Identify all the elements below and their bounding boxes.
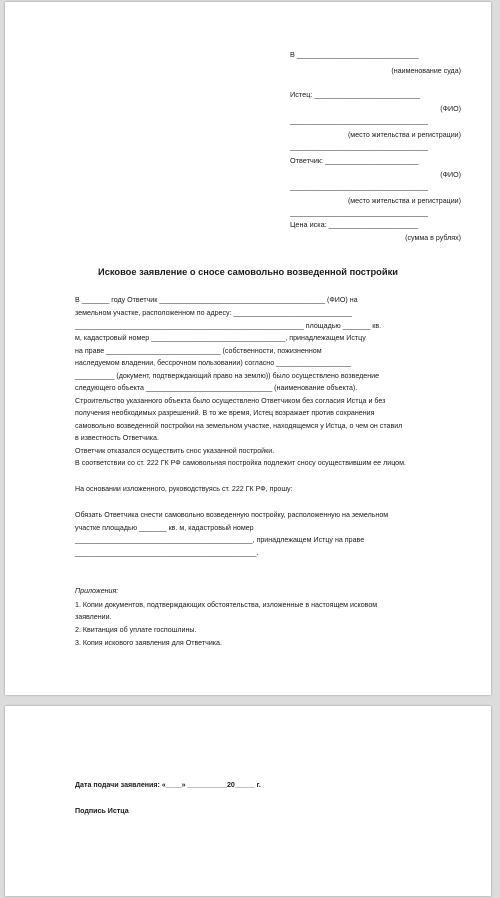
body-line: в известность Ответчика. [75, 434, 159, 442]
filing-date-line: Дата подачи заявления: «____» __________20_____ г. [75, 781, 261, 789]
plaintiff-residence-label: (место жительства и регистрации) [347, 131, 461, 139]
attachment-line: заявлении. [75, 613, 112, 621]
attachment-line: 3. Копия искового заявления для Ответчика. [75, 639, 222, 647]
document-page-1 [5, 2, 491, 695]
request-line: участке площадью _______ кв. м, кадастровый номер [75, 524, 254, 532]
attachment-line: 1. Копии документов, подтверждающих обстоятельства, изложенные в настоящем исковом [75, 601, 378, 609]
court-line: В ______________________________ [290, 50, 419, 59]
request-line: ______________________________________________. [75, 549, 259, 557]
defendant-extra-line: __________________________________ [290, 208, 428, 217]
attachments-heading: Приложения: [75, 587, 119, 595]
court-label: (наименование суда) [391, 67, 461, 75]
request-line: Обязать Ответчика снести самовольно возведенную постройку, расположенную на земельном [75, 511, 389, 519]
claim-price-label: (сумма в рублях) [405, 234, 461, 242]
body-line: Строительство указанного объекта было осуществлено Ответчиком без согласия Истца и без [75, 397, 386, 405]
document-title: Исковое заявление о сносе самовольно возведенной постройки [98, 267, 398, 277]
plaintiff-address-line: __________________________________ [290, 116, 428, 125]
defendant-line: Ответчик: _______________________ [290, 156, 419, 165]
body-line: В _______ году Ответчик __________________________________________ (ФИО) на [75, 296, 358, 304]
body-line: __________ (документ, подтверждающий право на землю)) было осуществлено возведение [75, 372, 380, 380]
request-line: _____________________________________________, принадлежащем Истцу на праве [75, 536, 365, 544]
claim-price-line: Цена иска: ______________________ [290, 220, 419, 229]
document-page-2 [5, 706, 491, 896]
defendant-address-line: __________________________________ [290, 182, 428, 191]
attachment-line: 2. Квитанция об уплате госпошлины. [75, 626, 197, 634]
body-line: получения необходимых разрешений. В то же время, Истец возражает против сохранения [75, 409, 375, 417]
body-line: наследуемом владении, бессрочном пользовании) согласно ___________________ [75, 359, 352, 367]
body-line: самовольно возведенной постройки на земельном участке, находящемся у Истца, о чем он ставил [75, 422, 403, 430]
plaintiff-extra-line: __________________________________ [290, 142, 428, 151]
plaintiff-fio-label: (ФИО) [440, 105, 461, 113]
body-line: земельном участке, расположенном по адресу: ______________________________ [75, 309, 352, 317]
body-line: следующего объекта ________________________________ (наименование объекта). [75, 384, 358, 392]
body-line: на праве _____________________________ (собственности, пожизненном [75, 347, 322, 355]
body-line: Ответчик отказался осуществить снос указанной постройки. [75, 447, 275, 455]
body-line: м, кадастровый номер __________________________________, принадлежащем Истцу [75, 334, 366, 342]
defendant-fio-label: (ФИО) [440, 171, 461, 179]
grounds-line: На основании изложенного, руководствуясь ст. 222 ГК РФ, прошу: [75, 485, 293, 493]
defendant-residence-label: (место жительства и регистрации) [347, 197, 461, 205]
signature-line: Подпись Истца [75, 807, 129, 815]
body-line: __________________________________________________________ площадью _______ кв. [75, 322, 382, 330]
body-line: В соответствии со ст. 222 ГК РФ самовольная постройка подлежит сносу осуществившим ее лицом. [75, 459, 406, 467]
plaintiff-line: Истец: __________________________ [290, 90, 420, 99]
